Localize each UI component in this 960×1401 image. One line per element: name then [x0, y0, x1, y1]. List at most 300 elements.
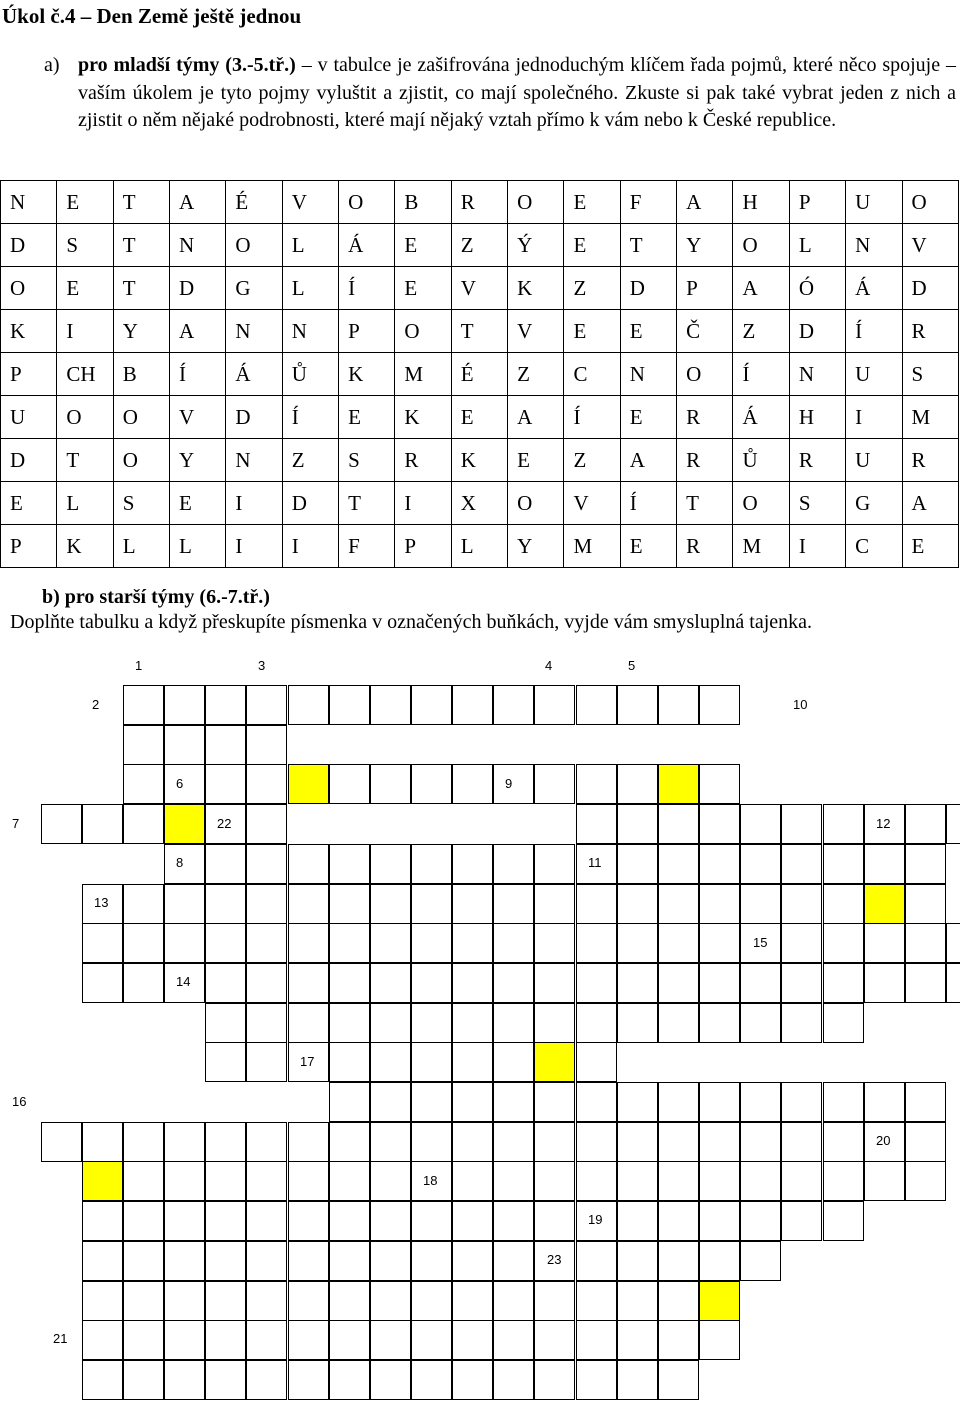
crossword-cell[interactable] [246, 1281, 287, 1321]
crossword-cell[interactable] [781, 1082, 822, 1122]
crossword-cell[interactable] [534, 1161, 575, 1201]
crossword-cell[interactable] [329, 1320, 370, 1360]
crossword-cell[interactable] [493, 685, 534, 725]
crossword-cell[interactable] [246, 1320, 287, 1360]
crossword-cell[interactable] [576, 884, 617, 924]
crossword-cell[interactable] [534, 1082, 575, 1122]
crossword-cell[interactable] [246, 1360, 287, 1400]
crossword-cell[interactable] [617, 1320, 658, 1360]
crossword-cell[interactable] [493, 963, 534, 1003]
crossword-cell[interactable] [370, 1161, 411, 1201]
letter-cell: D [1, 439, 57, 482]
crossword-cell[interactable] [411, 1082, 452, 1122]
crossword-cell[interactable] [576, 1360, 617, 1400]
crossword-cell[interactable] [288, 1360, 329, 1400]
crossword-cell[interactable] [123, 1161, 164, 1201]
crossword-cell[interactable] [329, 1082, 370, 1122]
crossword-cell[interactable] [329, 685, 370, 725]
crossword-cell[interactable] [411, 1122, 452, 1162]
crossword-cell[interactable] [781, 963, 822, 1003]
crossword-cell[interactable] [658, 1320, 699, 1360]
letter-cell: Y [170, 439, 226, 482]
crossword-cell[interactable] [534, 1360, 575, 1400]
crossword-cell[interactable] [617, 1281, 658, 1321]
crossword-cell[interactable] [823, 963, 864, 1003]
crossword-cell[interactable] [288, 1320, 329, 1360]
crossword-cell[interactable] [123, 1122, 164, 1162]
crossword-cell[interactable] [411, 1003, 452, 1043]
crossword-cell-highlighted[interactable] [164, 804, 205, 844]
crossword-cell[interactable] [205, 1042, 246, 1082]
crossword-cell[interactable] [658, 804, 699, 844]
crossword-cell[interactable] [411, 1241, 452, 1281]
crossword-cell[interactable] [288, 1161, 329, 1201]
crossword-cell[interactable] [123, 1281, 164, 1321]
crossword-cell[interactable] [493, 1003, 534, 1043]
letter-cell: O [57, 396, 113, 439]
crossword-cell[interactable] [534, 1201, 575, 1241]
crossword-cell[interactable] [205, 884, 246, 924]
crossword-cell[interactable] [246, 963, 287, 1003]
crossword-cell[interactable] [288, 1241, 329, 1281]
crossword-cell[interactable] [905, 1082, 946, 1122]
crossword-cell[interactable] [246, 1201, 287, 1241]
crossword-cell[interactable] [329, 1241, 370, 1281]
crossword-cell[interactable] [946, 963, 960, 1003]
crossword-cell[interactable] [823, 1003, 864, 1043]
crossword-cell[interactable] [617, 1082, 658, 1122]
crossword-cell[interactable] [946, 804, 960, 844]
crossword-cell[interactable] [781, 1201, 822, 1241]
crossword-cell[interactable] [288, 923, 329, 963]
crossword-cell[interactable] [493, 1201, 534, 1241]
crossword-cell[interactable] [205, 1360, 246, 1400]
crossword-cell[interactable] [41, 804, 82, 844]
crossword-cell-highlighted[interactable] [534, 1042, 575, 1082]
crossword-cell[interactable] [205, 685, 246, 725]
clue-number: 20 [876, 1133, 891, 1148]
crossword-cell[interactable] [452, 923, 493, 963]
crossword-cell[interactable] [123, 1201, 164, 1241]
crossword-cell[interactable] [493, 1161, 534, 1201]
crossword-cell[interactable] [658, 923, 699, 963]
crossword-cell[interactable] [452, 1281, 493, 1321]
crossword-cell[interactable] [452, 963, 493, 1003]
crossword-cell[interactable] [699, 1241, 740, 1281]
crossword-cell[interactable] [82, 1201, 123, 1241]
crossword-cell-highlighted[interactable] [864, 884, 905, 924]
crossword-cell[interactable] [699, 844, 740, 884]
crossword-cell[interactable] [246, 1241, 287, 1281]
crossword-cell[interactable] [534, 685, 575, 725]
crossword-cell[interactable] [740, 844, 781, 884]
crossword-cell[interactable] [493, 1082, 534, 1122]
crossword-cell[interactable] [576, 764, 617, 804]
crossword-cell[interactable] [205, 1320, 246, 1360]
crossword-cell[interactable] [82, 923, 123, 963]
crossword-cell[interactable] [699, 764, 740, 804]
crossword-cell[interactable] [329, 1360, 370, 1400]
crossword-cell[interactable] [411, 1281, 452, 1321]
crossword-cell[interactable] [329, 1042, 370, 1082]
crossword-cell[interactable] [164, 725, 205, 765]
crossword-cell[interactable] [534, 1320, 575, 1360]
crossword-cell[interactable] [781, 1122, 822, 1162]
letter-cell: Y [677, 224, 733, 267]
crossword-cell[interactable] [123, 764, 164, 804]
crossword-cell[interactable] [781, 1161, 822, 1201]
crossword-cell[interactable] [534, 844, 575, 884]
crossword-cell[interactable] [411, 685, 452, 725]
crossword-cell[interactable] [534, 963, 575, 1003]
crossword-cell[interactable] [658, 884, 699, 924]
crossword-cell[interactable] [164, 685, 205, 725]
crossword-cell[interactable] [123, 1241, 164, 1281]
crossword-cell[interactable] [699, 804, 740, 844]
letter-cell: Á [339, 224, 395, 267]
crossword-cell[interactable] [658, 1360, 699, 1400]
crossword-cell[interactable] [329, 1281, 370, 1321]
crossword-cell[interactable] [411, 1360, 452, 1400]
crossword-cell[interactable] [617, 764, 658, 804]
crossword-cell[interactable] [493, 923, 534, 963]
crossword-cell[interactable] [617, 963, 658, 1003]
crossword-cell[interactable] [658, 685, 699, 725]
crossword-cell[interactable] [823, 1161, 864, 1201]
crossword-cell[interactable] [658, 1003, 699, 1043]
crossword-cell[interactable] [370, 1241, 411, 1281]
crossword-cell[interactable] [123, 923, 164, 963]
crossword-cell[interactable] [905, 923, 946, 963]
crossword-cell[interactable] [658, 1201, 699, 1241]
crossword-cell[interactable] [740, 1201, 781, 1241]
crossword-cell[interactable] [329, 923, 370, 963]
crossword-cell[interactable] [164, 844, 205, 884]
crossword-cell[interactable] [576, 685, 617, 725]
crossword-cell[interactable] [452, 1003, 493, 1043]
crossword-cell[interactable] [411, 1201, 452, 1241]
crossword-cell[interactable] [205, 1241, 246, 1281]
letter-cell: E [451, 396, 507, 439]
crossword-cell[interactable] [823, 1122, 864, 1162]
crossword-cell[interactable] [370, 1360, 411, 1400]
crossword-cell[interactable] [164, 1201, 205, 1241]
crossword-cell[interactable] [740, 1003, 781, 1043]
crossword-cell[interactable] [288, 1201, 329, 1241]
crossword-cell[interactable] [82, 1281, 123, 1321]
crossword-cell[interactable] [823, 804, 864, 844]
crossword-cell[interactable] [370, 1003, 411, 1043]
crossword-cell[interactable] [493, 764, 534, 804]
crossword-cell[interactable] [370, 1281, 411, 1321]
crossword-cell[interactable] [576, 1003, 617, 1043]
crossword-cell[interactable] [452, 1161, 493, 1201]
crossword-cell[interactable] [740, 1161, 781, 1201]
crossword-cell[interactable] [823, 1082, 864, 1122]
crossword-cell[interactable] [699, 963, 740, 1003]
crossword-cell[interactable] [699, 1003, 740, 1043]
crossword-cell[interactable] [699, 1161, 740, 1201]
crossword-cell[interactable] [864, 963, 905, 1003]
crossword-cell[interactable] [329, 1161, 370, 1201]
crossword-cell[interactable] [617, 685, 658, 725]
crossword-cell[interactable] [905, 844, 946, 884]
crossword-cell[interactable] [246, 685, 287, 725]
crossword-cell[interactable] [905, 1161, 946, 1201]
crossword-cell[interactable] [658, 1241, 699, 1281]
crossword-cell[interactable] [493, 1320, 534, 1360]
crossword-cell[interactable] [699, 685, 740, 725]
crossword-cell[interactable] [164, 1241, 205, 1281]
crossword-cell[interactable] [905, 1122, 946, 1162]
crossword-cell[interactable] [370, 884, 411, 924]
crossword-cell[interactable] [370, 764, 411, 804]
crossword-cell[interactable] [329, 1122, 370, 1162]
crossword-cell[interactable] [740, 1122, 781, 1162]
crossword-cell[interactable] [370, 963, 411, 1003]
crossword-cell[interactable] [576, 963, 617, 1003]
crossword-cell[interactable] [82, 1360, 123, 1400]
crossword-cell[interactable] [205, 963, 246, 1003]
crossword-cell[interactable] [123, 1320, 164, 1360]
crossword-cell[interactable] [370, 1082, 411, 1122]
crossword-cell[interactable] [246, 1161, 287, 1201]
crossword-cell[interactable] [205, 764, 246, 804]
crossword-cell[interactable] [740, 963, 781, 1003]
crossword-cell[interactable] [123, 725, 164, 765]
crossword-cell[interactable] [452, 1042, 493, 1082]
crossword-cell[interactable] [740, 804, 781, 844]
crossword-cell[interactable] [82, 1241, 123, 1281]
crossword-cell[interactable] [452, 844, 493, 884]
crossword-cell[interactable] [699, 923, 740, 963]
crossword-cell[interactable] [452, 884, 493, 924]
crossword-cell[interactable] [288, 963, 329, 1003]
crossword-cell[interactable] [823, 844, 864, 884]
crossword-cell[interactable] [82, 963, 123, 1003]
crossword-cell[interactable] [576, 1320, 617, 1360]
crossword-cell[interactable] [452, 1122, 493, 1162]
crossword-cell[interactable] [41, 1122, 82, 1162]
crossword-cell[interactable] [164, 1161, 205, 1201]
crossword-cell[interactable] [82, 1320, 123, 1360]
crossword-cell[interactable] [288, 1281, 329, 1321]
crossword-cell[interactable] [493, 1360, 534, 1400]
crossword-cell[interactable] [370, 1122, 411, 1162]
crossword-cell[interactable] [617, 844, 658, 884]
crossword-cell[interactable] [534, 764, 575, 804]
crossword-cell[interactable] [411, 963, 452, 1003]
crossword-cell[interactable] [617, 1161, 658, 1201]
crossword-cell[interactable] [123, 804, 164, 844]
crossword-cell[interactable] [781, 804, 822, 844]
crossword-cell[interactable] [82, 804, 123, 844]
crossword-cell[interactable] [329, 963, 370, 1003]
crossword-cell[interactable] [576, 1082, 617, 1122]
crossword-cell[interactable] [781, 884, 822, 924]
clue-number: 18 [423, 1173, 438, 1188]
crossword-cell[interactable] [576, 1281, 617, 1321]
crossword-cell[interactable] [658, 1281, 699, 1321]
crossword-cell-highlighted[interactable] [288, 764, 329, 804]
crossword-cell[interactable] [205, 1003, 246, 1043]
crossword-cell[interactable] [534, 923, 575, 963]
crossword-cell[interactable] [617, 1201, 658, 1241]
crossword-cell[interactable] [288, 1003, 329, 1043]
crossword-cell[interactable] [699, 1320, 740, 1360]
crossword-cell[interactable] [740, 1241, 781, 1281]
crossword-cell[interactable] [411, 923, 452, 963]
crossword-cell[interactable] [823, 884, 864, 924]
crossword-cell[interactable] [864, 1161, 905, 1201]
crossword-cell[interactable] [864, 844, 905, 884]
crossword-cell[interactable] [329, 844, 370, 884]
crossword-cell[interactable] [658, 1161, 699, 1201]
crossword-cell[interactable] [370, 844, 411, 884]
crossword-cell[interactable] [452, 764, 493, 804]
crossword-cell[interactable] [617, 1360, 658, 1400]
crossword-cell[interactable] [246, 1042, 287, 1082]
crossword-cell[interactable] [246, 844, 287, 884]
crossword-cell[interactable] [905, 804, 946, 844]
crossword-cell[interactable] [164, 1122, 205, 1162]
crossword-cell[interactable] [452, 1201, 493, 1241]
crossword-cell[interactable] [493, 1042, 534, 1082]
crossword-cell[interactable] [246, 1003, 287, 1043]
crossword-cell[interactable] [164, 1360, 205, 1400]
crossword-cell[interactable] [411, 1042, 452, 1082]
crossword-cell[interactable] [699, 1082, 740, 1122]
crossword-cell[interactable] [576, 1241, 617, 1281]
crossword-cell[interactable] [781, 1003, 822, 1043]
crossword-cell[interactable] [411, 764, 452, 804]
crossword-cell[interactable] [205, 844, 246, 884]
crossword-cell[interactable] [123, 685, 164, 725]
crossword-cell[interactable] [617, 1122, 658, 1162]
crossword-cell[interactable] [123, 1360, 164, 1400]
crossword-cell[interactable] [370, 923, 411, 963]
crossword-cell[interactable] [123, 884, 164, 924]
crossword-cell[interactable] [452, 1360, 493, 1400]
crossword-cell[interactable] [823, 923, 864, 963]
crossword-cell[interactable] [246, 923, 287, 963]
crossword-cell[interactable] [370, 1320, 411, 1360]
crossword-cell-highlighted[interactable] [699, 1281, 740, 1321]
crossword-cell[interactable] [164, 923, 205, 963]
crossword-cell[interactable] [658, 1082, 699, 1122]
crossword-cell[interactable] [576, 1122, 617, 1162]
crossword-cell[interactable] [493, 1241, 534, 1281]
crossword-cell[interactable] [534, 1122, 575, 1162]
crossword-cell[interactable] [246, 884, 287, 924]
crossword-cell[interactable] [205, 1161, 246, 1201]
crossword-cell[interactable] [534, 1281, 575, 1321]
crossword-cell[interactable] [617, 923, 658, 963]
crossword-cell[interactable] [658, 844, 699, 884]
crossword-cell[interactable] [205, 725, 246, 765]
crossword-cell[interactable] [123, 963, 164, 1003]
crossword-cell[interactable] [781, 844, 822, 884]
crossword-cell[interactable] [576, 804, 617, 844]
crossword-cell[interactable] [534, 1003, 575, 1043]
crossword-cell[interactable] [205, 923, 246, 963]
crossword-cell[interactable] [370, 685, 411, 725]
crossword-cell[interactable] [493, 1281, 534, 1321]
crossword-cell[interactable] [288, 685, 329, 725]
crossword-cell[interactable] [164, 764, 205, 804]
crossword-cell[interactable] [493, 844, 534, 884]
crossword-cell[interactable] [411, 884, 452, 924]
letter-cell: U [846, 439, 902, 482]
crossword-cell[interactable] [329, 1003, 370, 1043]
crossword-cell[interactable] [164, 1320, 205, 1360]
crossword-cell[interactable] [576, 1042, 617, 1082]
crossword-cell[interactable] [534, 884, 575, 924]
crossword-cell[interactable] [905, 884, 946, 924]
crossword-cell[interactable] [617, 804, 658, 844]
crossword-cell[interactable] [699, 1122, 740, 1162]
crossword-cell-highlighted[interactable] [658, 764, 699, 804]
crossword-cell[interactable] [205, 1281, 246, 1321]
crossword-cell[interactable] [452, 1241, 493, 1281]
crossword-cell[interactable] [946, 923, 960, 963]
crossword-cell[interactable] [576, 923, 617, 963]
crossword-cell[interactable] [493, 1122, 534, 1162]
crossword-cell[interactable] [246, 804, 287, 844]
crossword-cell[interactable] [205, 1122, 246, 1162]
crossword-cell[interactable] [329, 764, 370, 804]
crossword-cell[interactable] [288, 884, 329, 924]
crossword-cell[interactable] [82, 1122, 123, 1162]
crossword-cell[interactable] [699, 884, 740, 924]
crossword-cell[interactable] [864, 923, 905, 963]
crossword-cell[interactable] [329, 1201, 370, 1241]
crossword-cell[interactable] [370, 1201, 411, 1241]
crossword-cell[interactable] [411, 1320, 452, 1360]
crossword-cell[interactable] [246, 1122, 287, 1162]
crossword-cell-highlighted[interactable] [82, 1161, 123, 1201]
crossword-cell[interactable] [370, 1042, 411, 1082]
crossword-cell[interactable] [329, 884, 370, 924]
crossword-cell[interactable] [658, 1122, 699, 1162]
crossword-cell[interactable] [699, 1201, 740, 1241]
crossword-cell[interactable] [246, 764, 287, 804]
crossword-cell[interactable] [617, 1003, 658, 1043]
crossword-cell[interactable] [576, 1161, 617, 1201]
crossword-cell[interactable] [740, 884, 781, 924]
crossword-cell[interactable] [740, 1082, 781, 1122]
crossword-cell[interactable] [288, 844, 329, 884]
crossword-cell[interactable] [452, 1082, 493, 1122]
crossword-cell[interactable] [658, 963, 699, 1003]
crossword-cell[interactable] [905, 963, 946, 1003]
letter-cell: E [170, 482, 226, 525]
crossword-cell[interactable] [617, 884, 658, 924]
crossword-cell[interactable] [781, 923, 822, 963]
crossword-cell[interactable] [617, 1241, 658, 1281]
crossword-cell[interactable] [864, 1082, 905, 1122]
crossword-cell[interactable] [452, 685, 493, 725]
crossword-cell[interactable] [164, 1281, 205, 1321]
crossword-cell[interactable] [205, 1201, 246, 1241]
crossword-cell[interactable] [452, 1320, 493, 1360]
crossword-cell[interactable] [823, 1201, 864, 1241]
crossword-cell[interactable] [164, 884, 205, 924]
crossword-cell[interactable] [493, 884, 534, 924]
crossword-cell[interactable] [288, 1122, 329, 1162]
crossword-cell[interactable] [246, 725, 287, 765]
crossword-cell[interactable] [411, 844, 452, 884]
